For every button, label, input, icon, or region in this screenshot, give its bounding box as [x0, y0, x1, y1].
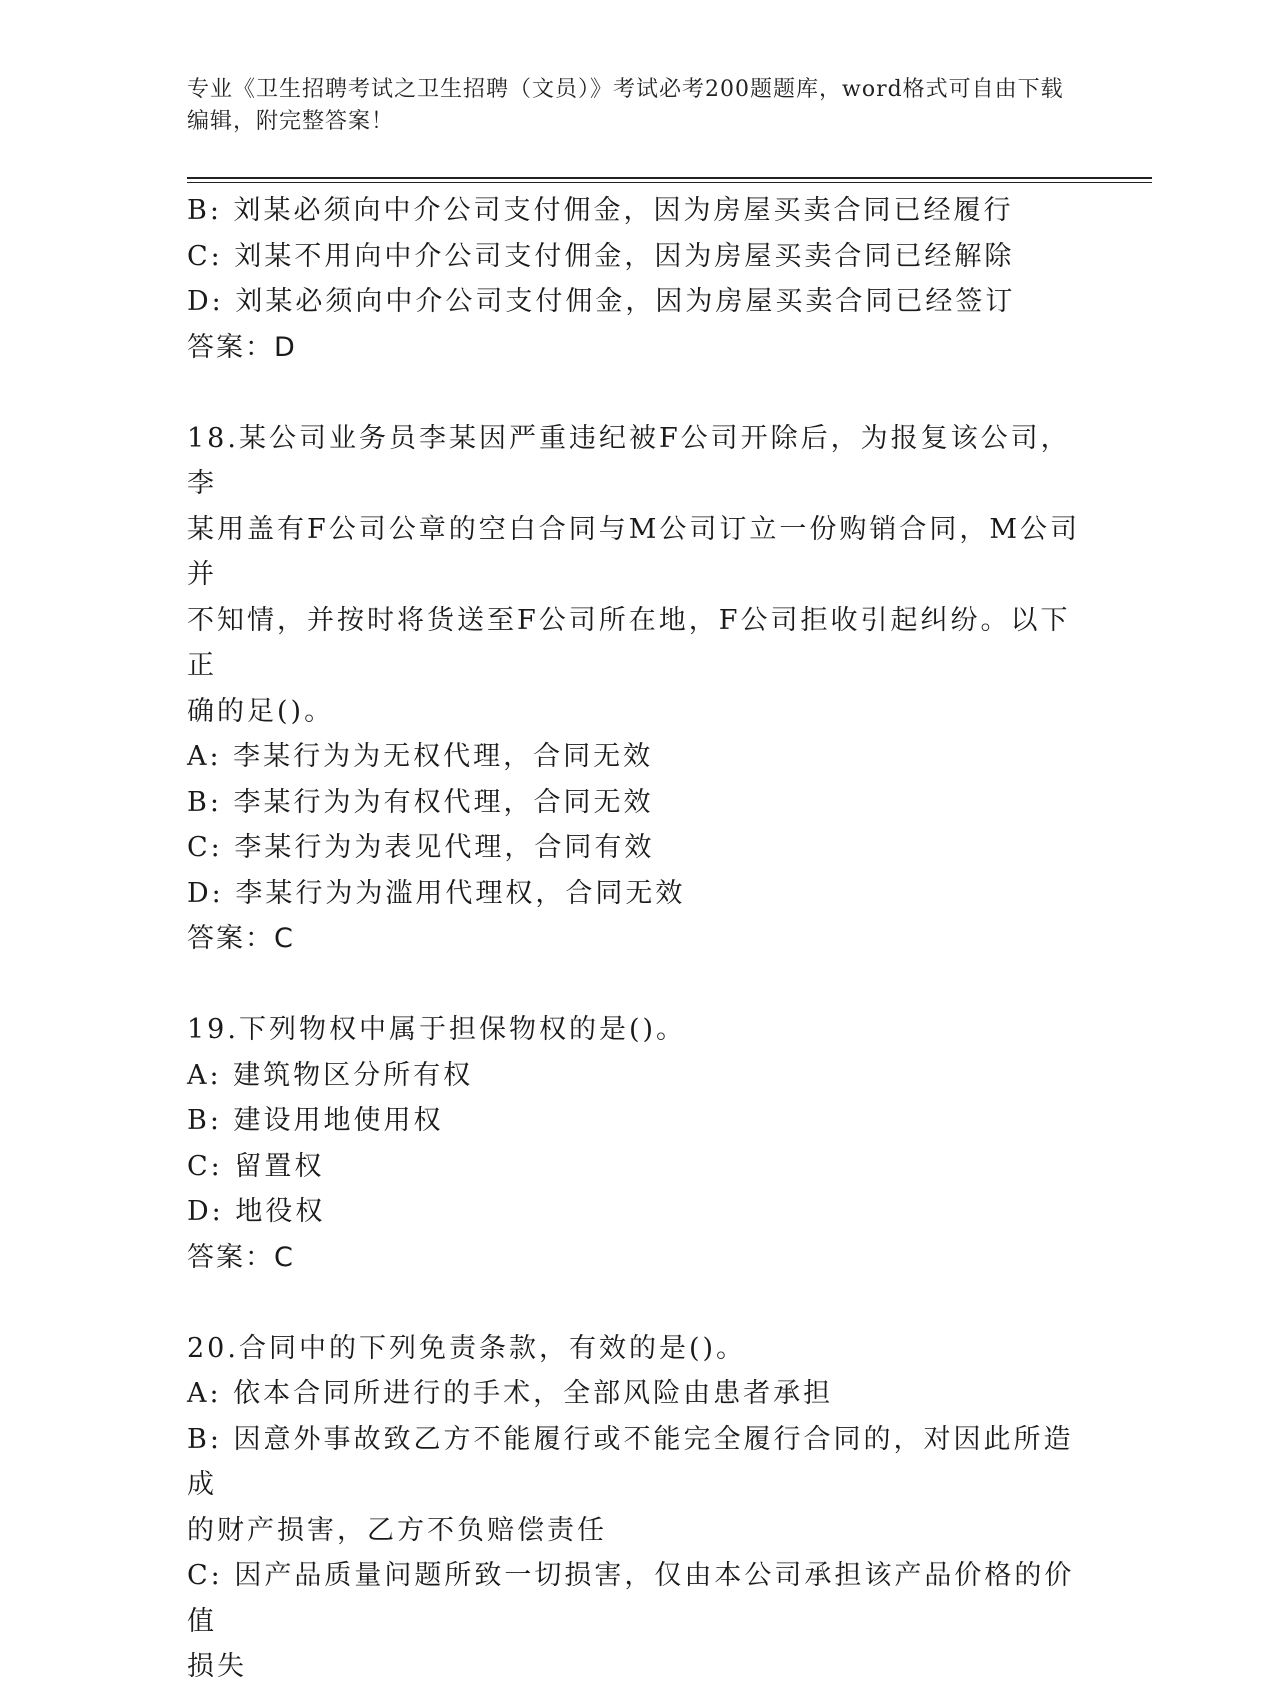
header-divider-thick	[187, 177, 1152, 179]
option-c: C: 因产品质量问题所致一切损害，仅由本公司承担该产品价格的价值	[187, 1560, 1075, 1637]
question-19	[187, 1007, 1082, 1280]
answer: 答案：D	[187, 331, 297, 363]
spacer	[187, 370, 1082, 416]
header-divider-thin	[187, 182, 1152, 183]
option-b: B: 刘某必须向中介公司支付佣金，因为房屋买卖合同已经履行	[187, 195, 1014, 226]
option-d: D: 地役权	[187, 1196, 326, 1227]
question-stem-line: 确的足()。	[187, 695, 335, 727]
question-20	[187, 1326, 1082, 1690]
question-stem-line: 19.下列物权中属于担保物权的是()。	[187, 1014, 687, 1045]
option-a: A: 依本合同所进行的手术，全部风险由患者承担	[187, 1378, 834, 1409]
question-stem-line: 不知情，并按时将货送至F公司所在地，F公司拒收引起纠纷。以下正	[187, 604, 1071, 681]
option-d: D: 刘某必须向中介公司支付佣金，因为房屋买卖合同已经签订	[187, 286, 1016, 317]
answer: 答案：C	[187, 1241, 295, 1273]
answer: 答案：C	[187, 923, 295, 954]
question-18	[187, 416, 1082, 962]
document-header: 专业《卫生招聘考试之卫生招聘（文员）》考试必考200题题库，word格式可自由下载编辑，附完整答案！	[187, 77, 1064, 134]
question-stem-line: 18.某公司业务员李某因严重违纪被F公司开除后，为报复该公司，李	[187, 422, 1071, 499]
option-c: C: 刘某不用向中介公司支付佣金，因为房屋买卖合同已经解除	[187, 240, 1015, 272]
spacer	[187, 1280, 1082, 1326]
option-c-continued: 损失	[187, 1651, 247, 1682]
question-stem-line: 某用盖有F公司公章的空白合同与M公司订立一份购销合同，M公司并	[187, 513, 1081, 590]
option-d: D: 李某行为为滥用代理权，合同无效	[187, 877, 686, 909]
question-stem-line: 20.合同中的下列免责条款，有效的是()。	[187, 1332, 747, 1364]
option-c: C: 李某行为为表见代理，合同有效	[187, 832, 655, 863]
option-a: A: 李某行为为无权代理，合同无效	[187, 741, 654, 772]
option-a: A: 建筑物区分所有权	[187, 1059, 474, 1091]
option-b: B: 因意外事故致乙方不能履行或不能完全履行合同的，对因此所造成	[187, 1423, 1074, 1500]
question-content	[187, 188, 1082, 1690]
option-b-continued: 的财产损害，乙方不负赔偿责任	[187, 1514, 607, 1546]
question-17-tail	[187, 188, 1082, 370]
option-b: B: 李某行为为有权代理，合同无效	[187, 786, 654, 818]
option-c: C: 留置权	[187, 1150, 325, 1182]
option-b: B: 建设用地使用权	[187, 1105, 444, 1136]
spacer	[187, 962, 1082, 1008]
